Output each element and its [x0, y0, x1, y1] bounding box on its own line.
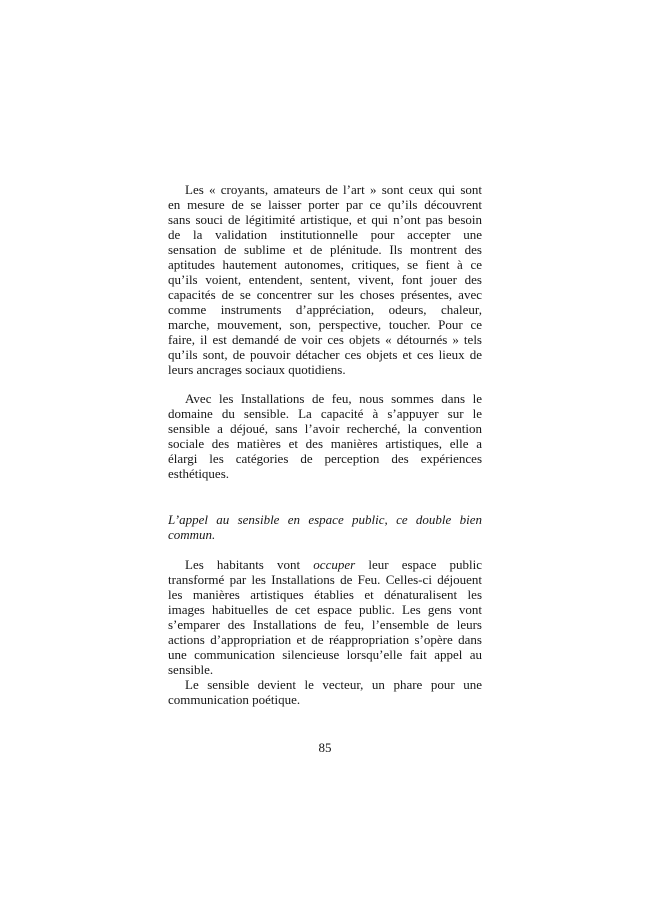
text-line: images habituelles de cet espace public. Les gens vont [168, 602, 482, 617]
text-line [168, 557, 482, 572]
text-line: sensation de sublime et de plénitude. Ils montrent des [168, 242, 482, 257]
text-line: aptitudes hautement autonomes, critiques, se fient à ce [168, 257, 482, 272]
text-line: esthétiques. [168, 466, 230, 481]
text-line: communication poétique. [168, 692, 301, 707]
text-line: actions d’appropriation et de réappropriation s’opère dans [168, 632, 482, 647]
text-line: capacités de se concentrer sur les choses présentes, avec [168, 287, 482, 302]
text-segment: Les habitants vont [185, 557, 314, 572]
text-line: marche, mouvement, son, perspective, toucher. Pour ce [168, 317, 482, 332]
text-line: s’emparer des Installations de feu, l’ensemble de leurs [168, 617, 482, 632]
text-line: sociale des matières et des manières artistiques, elle a [168, 436, 482, 451]
text-line: leurs ancrages sociaux quotidiens. [168, 362, 346, 377]
text-line: Le sensible devient le vecteur, un phare pour une [185, 677, 482, 692]
text-line: de la validation institutionnelle pour accepter une [168, 227, 482, 242]
section-heading-appel-au-sensible [168, 512, 482, 542]
text-line: sensible. [168, 662, 214, 677]
paragraph-believers [168, 182, 482, 377]
text-line: en mesure de se laisser porter par ce qu’ils découvrent [168, 197, 482, 212]
text-line: L’appel au sensible en espace public, ce double bien [168, 512, 482, 527]
text-line: domaine du sensible. La capacité à s’appuyer sur le [168, 406, 482, 421]
text-line: Les « croyants, amateurs de l’art » sont ceux qui sont [185, 182, 482, 197]
text-line: qu’ils sont, de pouvoir détacher ces objets et ces lieux de [168, 347, 482, 362]
text-line: qu’ils voient, entendent, sentent, vivent, font jouer des [168, 272, 482, 287]
paragraph-sensible-vecteur [168, 677, 482, 707]
text-line: comme instruments d’appréciation, odeurs, chaleur, [168, 302, 482, 317]
paragraph-habitants [168, 557, 482, 677]
text-line: Avec les Installations de feu, nous sommes dans le [185, 391, 482, 406]
text-block [168, 182, 482, 707]
paragraph-installations-feu [168, 391, 482, 481]
text-segment: leur espace public [355, 557, 482, 572]
text-line: faire, il est demandé de voir ces objets « détournés » tels [168, 332, 482, 347]
text-line: sensible a déjoué, sans l’avoir recherché, la convention [168, 421, 482, 436]
text-line: élargi les catégories de perception des expériences [168, 451, 482, 466]
text-line: une communication silencieuse lorsqu’elle fait appel au [168, 647, 482, 662]
text-line: sans souci de légitimité artistique, et qui n’ont pas besoin [168, 212, 482, 227]
page-number: 85 [318, 740, 332, 755]
text-line: transformé par les Installations de Feu. Celles-ci déjouent [168, 572, 482, 587]
text-line: commun. [168, 527, 216, 542]
text-line: les manières artistiques établies et dénaturalisent les [168, 587, 482, 602]
italic-word: occuper [313, 557, 356, 572]
